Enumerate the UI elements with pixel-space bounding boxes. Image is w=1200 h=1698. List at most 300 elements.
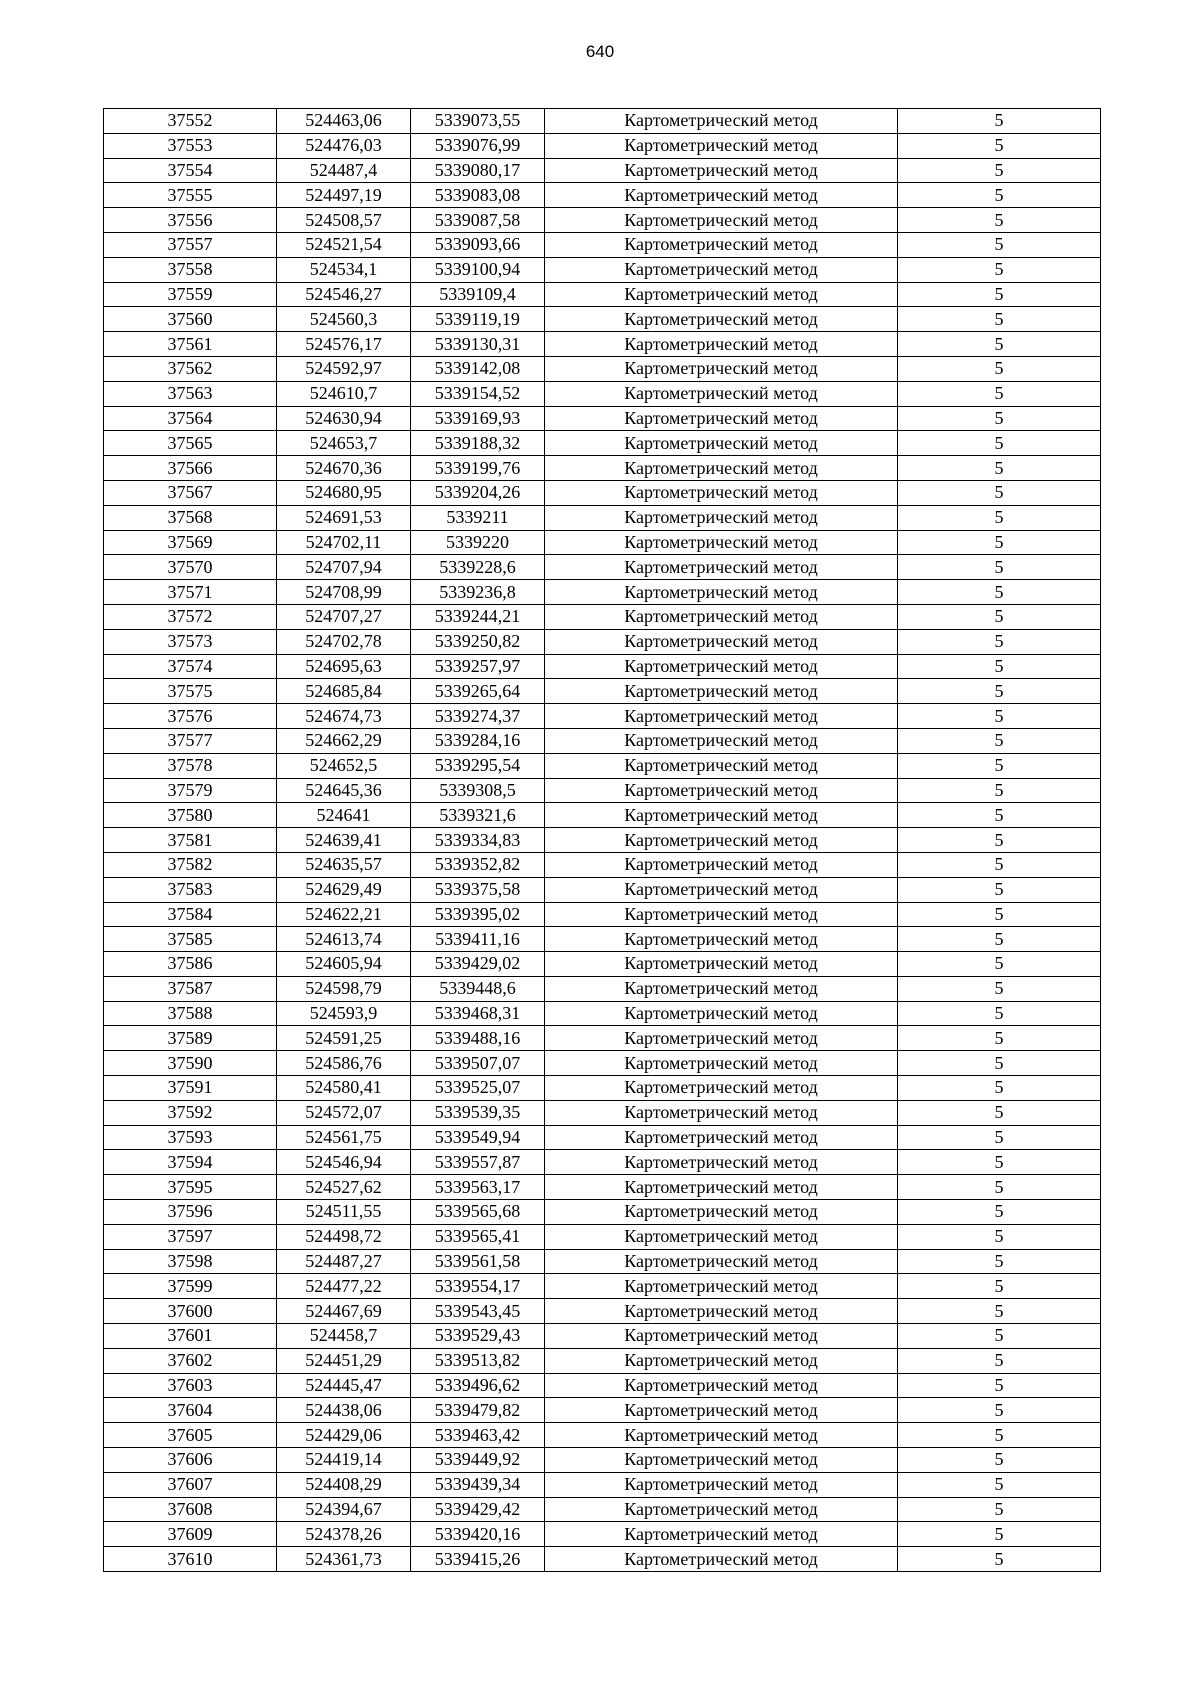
x-coordinate-cell: 524641 (277, 803, 411, 828)
point-number-cell: 37608 (104, 1497, 277, 1522)
x-coordinate-cell: 524546,27 (277, 282, 411, 307)
method-cell: Картометрический метод (545, 1324, 898, 1349)
point-number-cell: 37562 (104, 356, 277, 381)
table-row (104, 505, 1101, 530)
point-number-cell: 37591 (104, 1076, 277, 1101)
x-coordinate-cell: 524463,06 (277, 109, 411, 134)
point-number-cell: 37592 (104, 1100, 277, 1125)
method-cell: Картометрический метод (545, 976, 898, 1001)
table-row (104, 778, 1101, 803)
accuracy-cell: 5 (898, 1051, 1101, 1076)
y-coordinate-cell: 5339488,16 (411, 1026, 545, 1051)
point-number-cell: 37609 (104, 1522, 277, 1547)
accuracy-cell: 5 (898, 257, 1101, 282)
point-number-cell: 37584 (104, 902, 277, 927)
x-coordinate-cell: 524680,95 (277, 480, 411, 505)
accuracy-cell: 5 (898, 232, 1101, 257)
table-row (104, 952, 1101, 977)
y-coordinate-cell: 5339130,31 (411, 332, 545, 357)
accuracy-cell: 5 (898, 1522, 1101, 1547)
y-coordinate-cell: 5339220 (411, 530, 545, 555)
x-coordinate-cell: 524691,53 (277, 505, 411, 530)
accuracy-cell: 5 (898, 332, 1101, 357)
table-row (104, 1150, 1101, 1175)
y-coordinate-cell: 5339265,64 (411, 679, 545, 704)
accuracy-cell: 5 (898, 1001, 1101, 1026)
accuracy-cell: 5 (898, 1547, 1101, 1572)
accuracy-cell: 5 (898, 158, 1101, 183)
point-number-cell: 37594 (104, 1150, 277, 1175)
y-coordinate-cell: 5339076,99 (411, 133, 545, 158)
x-coordinate-cell: 524695,63 (277, 654, 411, 679)
accuracy-cell: 5 (898, 505, 1101, 530)
y-coordinate-cell: 5339449,92 (411, 1448, 545, 1473)
y-coordinate-cell: 5339529,43 (411, 1324, 545, 1349)
accuracy-cell: 5 (898, 679, 1101, 704)
x-coordinate-cell: 524451,29 (277, 1348, 411, 1373)
accuracy-cell: 5 (898, 109, 1101, 134)
x-coordinate-cell: 524572,07 (277, 1100, 411, 1125)
accuracy-cell: 5 (898, 1175, 1101, 1200)
x-coordinate-cell: 524560,3 (277, 307, 411, 332)
x-coordinate-cell: 524419,14 (277, 1448, 411, 1473)
method-cell: Картометрический метод (545, 1249, 898, 1274)
method-cell: Картометрический метод (545, 356, 898, 381)
point-number-cell: 37602 (104, 1348, 277, 1373)
x-coordinate-cell: 524652,5 (277, 753, 411, 778)
method-cell: Картометрический метод (545, 1051, 898, 1076)
table-row (104, 629, 1101, 654)
x-coordinate-cell: 524429,06 (277, 1423, 411, 1448)
method-cell: Картометрический метод (545, 158, 898, 183)
accuracy-cell: 5 (898, 1448, 1101, 1473)
x-coordinate-cell: 524586,76 (277, 1051, 411, 1076)
y-coordinate-cell: 5339204,26 (411, 480, 545, 505)
table-row (104, 332, 1101, 357)
accuracy-cell: 5 (898, 133, 1101, 158)
point-number-cell: 37585 (104, 927, 277, 952)
table-row (104, 927, 1101, 952)
y-coordinate-cell: 5339142,08 (411, 356, 545, 381)
table-row (104, 1448, 1101, 1473)
accuracy-cell: 5 (898, 431, 1101, 456)
point-number-cell: 37555 (104, 183, 277, 208)
x-coordinate-cell: 524498,72 (277, 1224, 411, 1249)
x-coordinate-cell: 524477,22 (277, 1274, 411, 1299)
y-coordinate-cell: 5339565,41 (411, 1224, 545, 1249)
x-coordinate-cell: 524458,7 (277, 1324, 411, 1349)
x-coordinate-cell: 524707,27 (277, 604, 411, 629)
point-number-cell: 37603 (104, 1373, 277, 1398)
accuracy-cell: 5 (898, 580, 1101, 605)
table-row (104, 1200, 1101, 1225)
accuracy-cell: 5 (898, 877, 1101, 902)
point-number-cell: 37568 (104, 505, 277, 530)
y-coordinate-cell: 5339507,07 (411, 1051, 545, 1076)
method-cell: Картометрический метод (545, 183, 898, 208)
x-coordinate-cell: 524592,97 (277, 356, 411, 381)
y-coordinate-cell: 5339154,52 (411, 381, 545, 406)
table-row (104, 1423, 1101, 1448)
y-coordinate-cell: 5339539,35 (411, 1100, 545, 1125)
point-number-cell: 37561 (104, 332, 277, 357)
x-coordinate-cell: 524361,73 (277, 1547, 411, 1572)
coordinates-table (103, 108, 1101, 1572)
method-cell: Картометрический метод (545, 406, 898, 431)
accuracy-cell: 5 (898, 1200, 1101, 1225)
accuracy-cell: 5 (898, 753, 1101, 778)
x-coordinate-cell: 524702,78 (277, 629, 411, 654)
method-cell: Картометрический метод (545, 927, 898, 952)
table-body (104, 109, 1101, 1572)
table-row (104, 1274, 1101, 1299)
table-row (104, 1373, 1101, 1398)
point-number-cell: 37580 (104, 803, 277, 828)
y-coordinate-cell: 5339557,87 (411, 1150, 545, 1175)
y-coordinate-cell: 5339420,16 (411, 1522, 545, 1547)
table-row (104, 803, 1101, 828)
method-cell: Картометрический метод (545, 877, 898, 902)
method-cell: Картометрический метод (545, 1299, 898, 1324)
accuracy-cell: 5 (898, 828, 1101, 853)
y-coordinate-cell: 5339321,6 (411, 803, 545, 828)
table-row (104, 1299, 1101, 1324)
method-cell: Картометрический метод (545, 778, 898, 803)
y-coordinate-cell: 5339295,54 (411, 753, 545, 778)
accuracy-cell: 5 (898, 356, 1101, 381)
point-number-cell: 37573 (104, 629, 277, 654)
point-number-cell: 37552 (104, 109, 277, 134)
method-cell: Картометрический метод (545, 480, 898, 505)
method-cell: Картометрический метод (545, 1522, 898, 1547)
y-coordinate-cell: 5339119,19 (411, 307, 545, 332)
method-cell: Картометрический метод (545, 902, 898, 927)
method-cell: Картометрический метод (545, 1150, 898, 1175)
accuracy-cell: 5 (898, 1472, 1101, 1497)
y-coordinate-cell: 5339415,26 (411, 1547, 545, 1572)
x-coordinate-cell: 524378,26 (277, 1522, 411, 1547)
x-coordinate-cell: 524591,25 (277, 1026, 411, 1051)
method-cell: Картометрический метод (545, 1274, 898, 1299)
point-number-cell: 37557 (104, 232, 277, 257)
method-cell: Картометрический метод (545, 381, 898, 406)
point-number-cell: 37597 (104, 1224, 277, 1249)
table-row (104, 232, 1101, 257)
method-cell: Картометрический метод (545, 456, 898, 481)
table-row (104, 580, 1101, 605)
table-row (104, 852, 1101, 877)
point-number-cell: 37564 (104, 406, 277, 431)
method-cell: Картометрический метод (545, 530, 898, 555)
y-coordinate-cell: 5339395,02 (411, 902, 545, 927)
method-cell: Картометрический метод (545, 1076, 898, 1101)
method-cell: Картометрический метод (545, 753, 898, 778)
point-number-cell: 37586 (104, 952, 277, 977)
x-coordinate-cell: 524521,54 (277, 232, 411, 257)
accuracy-cell: 5 (898, 704, 1101, 729)
x-coordinate-cell: 524580,41 (277, 1076, 411, 1101)
table-row (104, 1100, 1101, 1125)
point-number-cell: 37565 (104, 431, 277, 456)
table-row (104, 183, 1101, 208)
point-number-cell: 37595 (104, 1175, 277, 1200)
accuracy-cell: 5 (898, 1373, 1101, 1398)
point-number-cell: 37556 (104, 208, 277, 233)
accuracy-cell: 5 (898, 456, 1101, 481)
y-coordinate-cell: 5339429,42 (411, 1497, 545, 1522)
table-row (104, 406, 1101, 431)
method-cell: Картометрический метод (545, 431, 898, 456)
table-row (104, 877, 1101, 902)
y-coordinate-cell: 5339087,58 (411, 208, 545, 233)
method-cell: Картометрический метод (545, 828, 898, 853)
method-cell: Картометрический метод (545, 852, 898, 877)
method-cell: Картометрический метод (545, 679, 898, 704)
accuracy-cell: 5 (898, 555, 1101, 580)
y-coordinate-cell: 5339199,76 (411, 456, 545, 481)
y-coordinate-cell: 5339525,07 (411, 1076, 545, 1101)
point-number-cell: 37596 (104, 1200, 277, 1225)
y-coordinate-cell: 5339188,32 (411, 431, 545, 456)
x-coordinate-cell: 524476,03 (277, 133, 411, 158)
accuracy-cell: 5 (898, 1423, 1101, 1448)
accuracy-cell: 5 (898, 1249, 1101, 1274)
y-coordinate-cell: 5339549,94 (411, 1125, 545, 1150)
method-cell: Картометрический метод (545, 282, 898, 307)
method-cell: Картометрический метод (545, 208, 898, 233)
accuracy-cell: 5 (898, 952, 1101, 977)
point-number-cell: 37590 (104, 1051, 277, 1076)
point-number-cell: 37610 (104, 1547, 277, 1572)
x-coordinate-cell: 524613,74 (277, 927, 411, 952)
x-coordinate-cell: 524445,47 (277, 1373, 411, 1398)
x-coordinate-cell: 524438,06 (277, 1398, 411, 1423)
y-coordinate-cell: 5339479,82 (411, 1398, 545, 1423)
accuracy-cell: 5 (898, 183, 1101, 208)
table-row (104, 307, 1101, 332)
method-cell: Картометрический метод (545, 1472, 898, 1497)
method-cell: Картометрический метод (545, 1348, 898, 1373)
table-row (104, 1125, 1101, 1150)
point-number-cell: 37558 (104, 257, 277, 282)
method-cell: Картометрический метод (545, 133, 898, 158)
table-row (104, 555, 1101, 580)
method-cell: Картометрический метод (545, 555, 898, 580)
accuracy-cell: 5 (898, 307, 1101, 332)
y-coordinate-cell: 5339274,37 (411, 704, 545, 729)
table-row (104, 480, 1101, 505)
point-number-cell: 37605 (104, 1423, 277, 1448)
point-number-cell: 37569 (104, 530, 277, 555)
point-number-cell: 37593 (104, 1125, 277, 1150)
table-row (104, 1348, 1101, 1373)
point-number-cell: 37572 (104, 604, 277, 629)
x-coordinate-cell: 524639,41 (277, 828, 411, 853)
x-coordinate-cell: 524598,79 (277, 976, 411, 1001)
table-row (104, 604, 1101, 629)
point-number-cell: 37553 (104, 133, 277, 158)
y-coordinate-cell: 5339228,6 (411, 555, 545, 580)
point-number-cell: 37574 (104, 654, 277, 679)
x-coordinate-cell: 524593,9 (277, 1001, 411, 1026)
point-number-cell: 37604 (104, 1398, 277, 1423)
y-coordinate-cell: 5339083,08 (411, 183, 545, 208)
y-coordinate-cell: 5339375,58 (411, 877, 545, 902)
accuracy-cell: 5 (898, 629, 1101, 654)
x-coordinate-cell: 524546,94 (277, 1150, 411, 1175)
y-coordinate-cell: 5339561,58 (411, 1249, 545, 1274)
method-cell: Картометрический метод (545, 307, 898, 332)
method-cell: Картометрический метод (545, 232, 898, 257)
method-cell: Картометрический метод (545, 1100, 898, 1125)
accuracy-cell: 5 (898, 976, 1101, 1001)
accuracy-cell: 5 (898, 1100, 1101, 1125)
point-number-cell: 37589 (104, 1026, 277, 1051)
table-row (104, 704, 1101, 729)
table-row (104, 654, 1101, 679)
point-number-cell: 37560 (104, 307, 277, 332)
accuracy-cell: 5 (898, 1398, 1101, 1423)
point-number-cell: 37575 (104, 679, 277, 704)
table-row (104, 1001, 1101, 1026)
table-row (104, 1175, 1101, 1200)
method-cell: Картометрический метод (545, 257, 898, 282)
accuracy-cell: 5 (898, 1324, 1101, 1349)
method-cell: Картометрический метод (545, 1001, 898, 1026)
point-number-cell: 37598 (104, 1249, 277, 1274)
x-coordinate-cell: 524467,69 (277, 1299, 411, 1324)
x-coordinate-cell: 524645,36 (277, 778, 411, 803)
accuracy-cell: 5 (898, 803, 1101, 828)
x-coordinate-cell: 524610,7 (277, 381, 411, 406)
point-number-cell: 37581 (104, 828, 277, 853)
accuracy-cell: 5 (898, 1125, 1101, 1150)
point-number-cell: 37578 (104, 753, 277, 778)
method-cell: Картометрический метод (545, 728, 898, 753)
point-number-cell: 37563 (104, 381, 277, 406)
y-coordinate-cell: 5339308,5 (411, 778, 545, 803)
point-number-cell: 37554 (104, 158, 277, 183)
point-number-cell: 37571 (104, 580, 277, 605)
point-number-cell: 37582 (104, 852, 277, 877)
table-row (104, 728, 1101, 753)
x-coordinate-cell: 524576,17 (277, 332, 411, 357)
accuracy-cell: 5 (898, 1299, 1101, 1324)
method-cell: Картометрический метод (545, 332, 898, 357)
table-row (104, 902, 1101, 927)
method-cell: Картометрический метод (545, 1026, 898, 1051)
y-coordinate-cell: 5339554,17 (411, 1274, 545, 1299)
accuracy-cell: 5 (898, 1497, 1101, 1522)
x-coordinate-cell: 524527,62 (277, 1175, 411, 1200)
x-coordinate-cell: 524487,27 (277, 1249, 411, 1274)
table-row (104, 976, 1101, 1001)
table-row (104, 1522, 1101, 1547)
y-coordinate-cell: 5339093,66 (411, 232, 545, 257)
table-row (104, 381, 1101, 406)
accuracy-cell: 5 (898, 530, 1101, 555)
y-coordinate-cell: 5339463,42 (411, 1423, 545, 1448)
table-row (104, 456, 1101, 481)
table-row (104, 1547, 1101, 1572)
point-number-cell: 37567 (104, 480, 277, 505)
table-row (104, 1472, 1101, 1497)
accuracy-cell: 5 (898, 282, 1101, 307)
accuracy-cell: 5 (898, 406, 1101, 431)
method-cell: Картометрический метод (545, 1448, 898, 1473)
point-number-cell: 37583 (104, 877, 277, 902)
accuracy-cell: 5 (898, 1274, 1101, 1299)
x-coordinate-cell: 524635,57 (277, 852, 411, 877)
accuracy-cell: 5 (898, 1224, 1101, 1249)
point-number-cell: 37579 (104, 778, 277, 803)
y-coordinate-cell: 5339439,34 (411, 1472, 545, 1497)
y-coordinate-cell: 5339080,17 (411, 158, 545, 183)
method-cell: Картометрический метод (545, 1175, 898, 1200)
table-row (104, 208, 1101, 233)
accuracy-cell: 5 (898, 852, 1101, 877)
x-coordinate-cell: 524408,29 (277, 1472, 411, 1497)
y-coordinate-cell: 5339250,82 (411, 629, 545, 654)
method-cell: Картометрический метод (545, 1497, 898, 1522)
method-cell: Картометрический метод (545, 803, 898, 828)
table-row (104, 356, 1101, 381)
y-coordinate-cell: 5339565,68 (411, 1200, 545, 1225)
x-coordinate-cell: 524670,36 (277, 456, 411, 481)
accuracy-cell: 5 (898, 381, 1101, 406)
table-row (104, 1026, 1101, 1051)
method-cell: Картометрический метод (545, 505, 898, 530)
point-number-cell: 37600 (104, 1299, 277, 1324)
y-coordinate-cell: 5339284,16 (411, 728, 545, 753)
accuracy-cell: 5 (898, 1348, 1101, 1373)
table-row (104, 1224, 1101, 1249)
accuracy-cell: 5 (898, 208, 1101, 233)
table-row (104, 1051, 1101, 1076)
table-row (104, 828, 1101, 853)
method-cell: Картометрический метод (545, 1373, 898, 1398)
table-row (104, 530, 1101, 555)
accuracy-cell: 5 (898, 1076, 1101, 1101)
table-row (104, 282, 1101, 307)
point-number-cell: 37599 (104, 1274, 277, 1299)
x-coordinate-cell: 524497,19 (277, 183, 411, 208)
table-row (104, 133, 1101, 158)
x-coordinate-cell: 524629,49 (277, 877, 411, 902)
accuracy-cell: 5 (898, 728, 1101, 753)
y-coordinate-cell: 5339334,83 (411, 828, 545, 853)
x-coordinate-cell: 524685,84 (277, 679, 411, 704)
y-coordinate-cell: 5339257,97 (411, 654, 545, 679)
method-cell: Картометрический метод (545, 1125, 898, 1150)
x-coordinate-cell: 524561,75 (277, 1125, 411, 1150)
y-coordinate-cell: 5339169,93 (411, 406, 545, 431)
x-coordinate-cell: 524662,29 (277, 728, 411, 753)
x-coordinate-cell: 524605,94 (277, 952, 411, 977)
accuracy-cell: 5 (898, 654, 1101, 679)
x-coordinate-cell: 524708,99 (277, 580, 411, 605)
point-number-cell: 37576 (104, 704, 277, 729)
y-coordinate-cell: 5339352,82 (411, 852, 545, 877)
x-coordinate-cell: 524702,11 (277, 530, 411, 555)
table-row (104, 1497, 1101, 1522)
method-cell: Картометрический метод (545, 629, 898, 654)
y-coordinate-cell: 5339236,8 (411, 580, 545, 605)
y-coordinate-cell: 5339411,16 (411, 927, 545, 952)
y-coordinate-cell: 5339496,62 (411, 1373, 545, 1398)
table-row (104, 1249, 1101, 1274)
accuracy-cell: 5 (898, 927, 1101, 952)
